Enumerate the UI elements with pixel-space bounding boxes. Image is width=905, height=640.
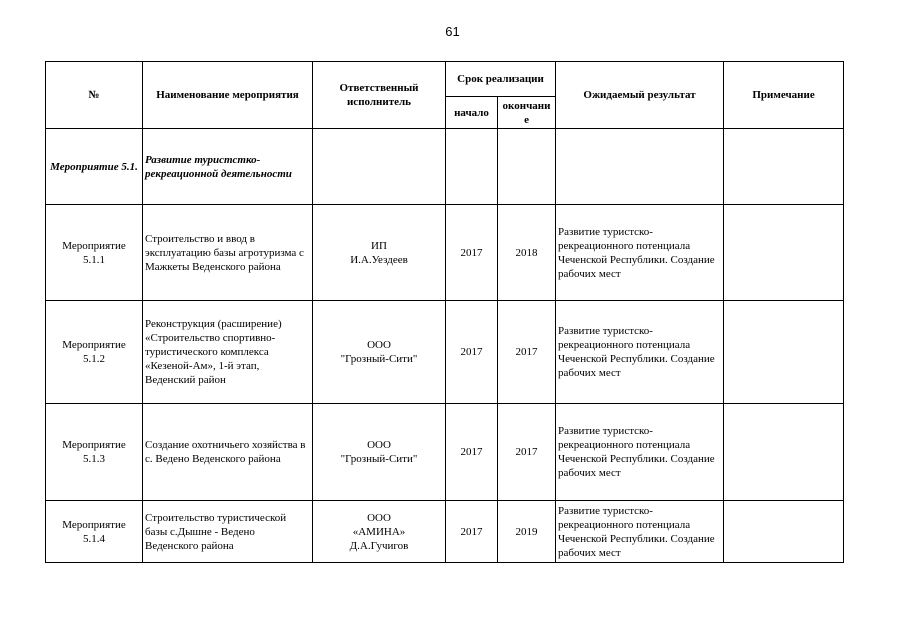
header-end: окончани е [498, 97, 556, 129]
row-note [724, 205, 844, 301]
row-end: 2017 [498, 301, 556, 404]
row-end: 2019 [498, 501, 556, 563]
row-result: Развитие туристско-рекреационного потенциала Чеченской Республики. Создание рабочих мест [556, 501, 724, 563]
row-num: Мероприятие 5.1.3 [46, 404, 143, 501]
row-num: Мероприятие 5.1.2 [46, 301, 143, 404]
row-start: 2017 [446, 501, 498, 563]
header-name: Наименование мероприятия [143, 62, 313, 129]
row-name: Строительство и ввод в эксплуатацию базы агротуризма с Мажкеты Веденского района [143, 205, 313, 301]
section-row [46, 129, 844, 205]
page-number: 61 [445, 24, 460, 39]
header-note: Примечание [724, 62, 844, 129]
row-start: 2017 [446, 404, 498, 501]
row-name: Строительство туристической базы с.Дышне - Ведено Веденского района [143, 501, 313, 563]
row-note [724, 404, 844, 501]
table-row [46, 501, 844, 563]
row-responsible: ООО «АМИНА» Д.А.Гучигов [313, 501, 446, 563]
row-end: 2018 [498, 205, 556, 301]
table-row [46, 301, 844, 404]
header-responsible: Ответственный исполнитель [313, 62, 446, 129]
row-result: Развитие туристско-рекреационного потенциала Чеченской Республики. Создание рабочих мест [556, 301, 724, 404]
row-responsible: ООО "Грозный-Сити" [313, 301, 446, 404]
activities-table [45, 61, 844, 563]
section-name: Развитие туристстко-рекреационной деятельности [143, 129, 313, 205]
row-end: 2017 [498, 404, 556, 501]
row-name: Создание охотничьего хозяйства в с. Ведено Веденского района [143, 404, 313, 501]
row-note [724, 501, 844, 563]
row-name: Реконструкция (расширение) «Строительство спортивно-туристического комплекса «Кезеной-Ам», 1-й этап, Веденский район [143, 301, 313, 404]
header-num: № [46, 62, 143, 129]
row-num: Мероприятие 5.1.1 [46, 205, 143, 301]
header-start: начало [446, 97, 498, 129]
table-row [46, 404, 844, 501]
header-result: Ожидаемый результат [556, 62, 724, 129]
row-start: 2017 [446, 205, 498, 301]
row-result: Развитие туристско-рекреационного потенциала Чеченской Республики. Создание рабочих мест [556, 404, 724, 501]
table-row [46, 205, 844, 301]
row-start: 2017 [446, 301, 498, 404]
row-responsible: ООО "Грозный-Сити" [313, 404, 446, 501]
header-period: Срок реализации [446, 62, 556, 97]
row-num: Мероприятие 5.1.4 [46, 501, 143, 563]
section-num: Мероприятие 5.1. [46, 129, 143, 205]
row-result: Развитие туристско-рекреационного потенциала Чеченской Республики. Создание рабочих мест [556, 205, 724, 301]
table-header-row [46, 62, 844, 97]
row-responsible: ИП И.А.Уездеев [313, 205, 446, 301]
row-note [724, 301, 844, 404]
